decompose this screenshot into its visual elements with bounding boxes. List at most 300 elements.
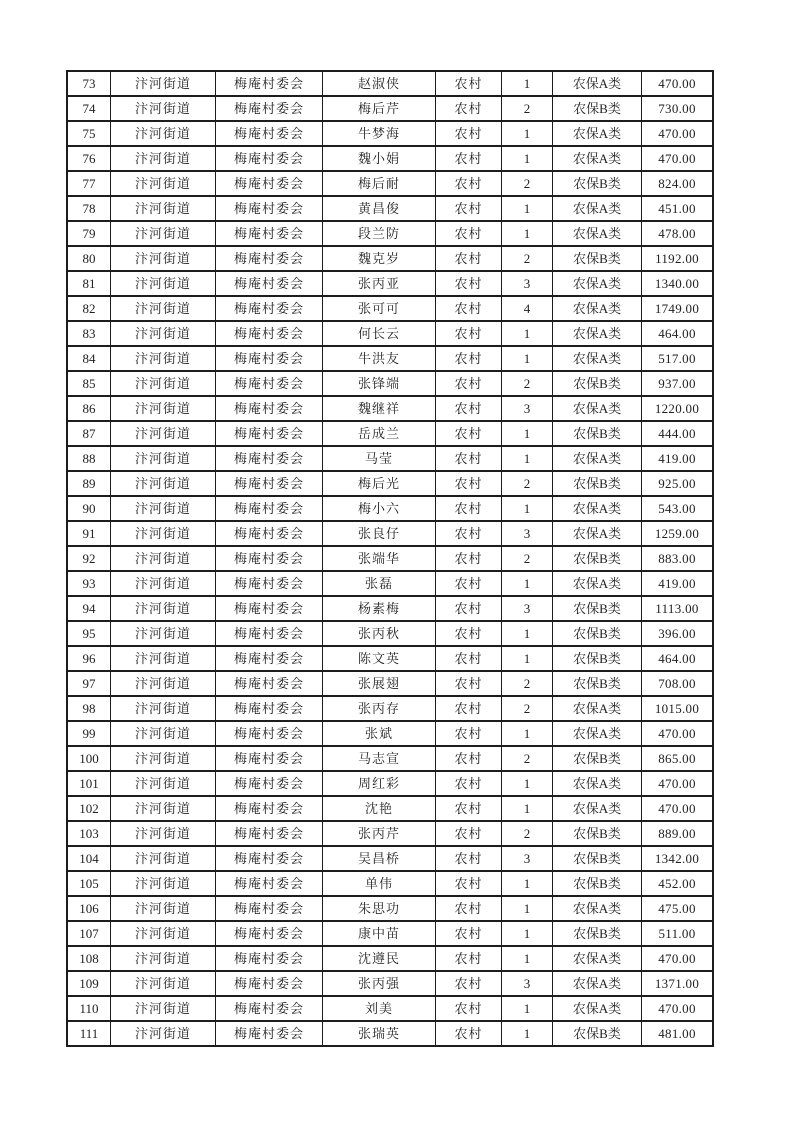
cell-row-number: 83 <box>67 321 111 346</box>
cell-street: 汴河街道 <box>111 646 216 671</box>
cell-person-name: 刘美 <box>323 996 436 1021</box>
cell-person-count: 1 <box>502 621 553 646</box>
cell-person-count: 1 <box>502 1021 553 1046</box>
cell-row-number: 94 <box>67 596 111 621</box>
cell-street: 汴河街道 <box>111 296 216 321</box>
cell-person-name: 张丙芹 <box>323 821 436 846</box>
cell-insurance-category: 农保A类 <box>553 496 642 521</box>
cell-row-number: 85 <box>67 371 111 396</box>
cell-row-number: 73 <box>67 71 111 96</box>
cell-insurance-category: 农保B类 <box>553 621 642 646</box>
cell-village-committee: 梅庵村委会 <box>216 121 323 146</box>
cell-amount: 511.00 <box>642 921 714 946</box>
cell-household-type: 农村 <box>436 471 502 496</box>
cell-row-number: 97 <box>67 671 111 696</box>
cell-insurance-category: 农保B类 <box>553 371 642 396</box>
cell-person-count: 1 <box>502 446 553 471</box>
cell-row-number: 86 <box>67 396 111 421</box>
cell-amount: 517.00 <box>642 346 714 371</box>
cell-person-name: 单伟 <box>323 871 436 896</box>
cell-household-type: 农村 <box>436 671 502 696</box>
cell-row-number: 89 <box>67 471 111 496</box>
cell-person-count: 1 <box>502 896 553 921</box>
cell-household-type: 农村 <box>436 521 502 546</box>
cell-person-count: 2 <box>502 696 553 721</box>
cell-household-type: 农村 <box>436 1021 502 1046</box>
cell-household-type: 农村 <box>436 121 502 146</box>
cell-street: 汴河街道 <box>111 71 216 96</box>
cell-street: 汴河街道 <box>111 946 216 971</box>
cell-person-count: 1 <box>502 196 553 221</box>
cell-insurance-category: 农保B类 <box>553 596 642 621</box>
cell-amount: 470.00 <box>642 946 714 971</box>
cell-insurance-category: 农保A类 <box>553 971 642 996</box>
table-row <box>67 471 713 496</box>
cell-person-count: 3 <box>502 596 553 621</box>
cell-household-type: 农村 <box>436 571 502 596</box>
cell-amount: 481.00 <box>642 1021 714 1046</box>
cell-village-committee: 梅庵村委会 <box>216 146 323 171</box>
cell-person-name: 张斌 <box>323 721 436 746</box>
cell-street: 汴河街道 <box>111 521 216 546</box>
cell-amount: 1749.00 <box>642 296 714 321</box>
cell-street: 汴河街道 <box>111 796 216 821</box>
cell-street: 汴河街道 <box>111 421 216 446</box>
cell-village-committee: 梅庵村委会 <box>216 896 323 921</box>
cell-street: 汴河街道 <box>111 121 216 146</box>
cell-row-number: 84 <box>67 346 111 371</box>
cell-street: 汴河街道 <box>111 371 216 396</box>
cell-person-count: 3 <box>502 971 553 996</box>
table-row <box>67 896 713 921</box>
cell-row-number: 98 <box>67 696 111 721</box>
cell-amount: 470.00 <box>642 796 714 821</box>
cell-person-count: 1 <box>502 421 553 446</box>
cell-village-committee: 梅庵村委会 <box>216 321 323 346</box>
cell-amount: 1015.00 <box>642 696 714 721</box>
table-body <box>67 71 713 1046</box>
table-row <box>67 771 713 796</box>
table-row <box>67 221 713 246</box>
cell-amount: 464.00 <box>642 321 714 346</box>
cell-person-count: 1 <box>502 646 553 671</box>
cell-household-type: 农村 <box>436 746 502 771</box>
cell-row-number: 105 <box>67 871 111 896</box>
cell-village-committee: 梅庵村委会 <box>216 521 323 546</box>
cell-row-number: 91 <box>67 521 111 546</box>
cell-street: 汴河街道 <box>111 321 216 346</box>
cell-row-number: 107 <box>67 921 111 946</box>
cell-street: 汴河街道 <box>111 896 216 921</box>
cell-street: 汴河街道 <box>111 571 216 596</box>
cell-village-committee: 梅庵村委会 <box>216 196 323 221</box>
cell-village-committee: 梅庵村委会 <box>216 246 323 271</box>
cell-village-committee: 梅庵村委会 <box>216 946 323 971</box>
cell-household-type: 农村 <box>436 621 502 646</box>
cell-village-committee: 梅庵村委会 <box>216 771 323 796</box>
cell-household-type: 农村 <box>436 871 502 896</box>
cell-street: 汴河街道 <box>111 446 216 471</box>
cell-row-number: 87 <box>67 421 111 446</box>
cell-household-type: 农村 <box>436 721 502 746</box>
cell-street: 汴河街道 <box>111 146 216 171</box>
table-row <box>67 871 713 896</box>
cell-person-name: 陈文英 <box>323 646 436 671</box>
cell-village-committee: 梅庵村委会 <box>216 971 323 996</box>
cell-village-committee: 梅庵村委会 <box>216 646 323 671</box>
cell-amount: 937.00 <box>642 371 714 396</box>
cell-row-number: 110 <box>67 996 111 1021</box>
cell-village-committee: 梅庵村委会 <box>216 596 323 621</box>
cell-street: 汴河街道 <box>111 821 216 846</box>
cell-person-name: 魏继祥 <box>323 396 436 421</box>
cell-household-type: 农村 <box>436 446 502 471</box>
table-row <box>67 121 713 146</box>
cell-person-count: 2 <box>502 96 553 121</box>
cell-insurance-category: 农保A类 <box>553 521 642 546</box>
cell-amount: 543.00 <box>642 496 714 521</box>
table-row <box>67 721 713 746</box>
cell-insurance-category: 农保B类 <box>553 646 642 671</box>
cell-amount: 1192.00 <box>642 246 714 271</box>
cell-village-committee: 梅庵村委会 <box>216 471 323 496</box>
cell-row-number: 99 <box>67 721 111 746</box>
cell-household-type: 农村 <box>436 546 502 571</box>
cell-street: 汴河街道 <box>111 1021 216 1046</box>
cell-person-count: 1 <box>502 721 553 746</box>
cell-amount: 1371.00 <box>642 971 714 996</box>
cell-insurance-category: 农保A类 <box>553 946 642 971</box>
cell-street: 汴河街道 <box>111 246 216 271</box>
cell-street: 汴河街道 <box>111 221 216 246</box>
cell-village-committee: 梅庵村委会 <box>216 271 323 296</box>
cell-person-count: 2 <box>502 546 553 571</box>
cell-person-count: 1 <box>502 221 553 246</box>
cell-village-committee: 梅庵村委会 <box>216 296 323 321</box>
cell-person-count: 1 <box>502 71 553 96</box>
cell-person-name: 马莹 <box>323 446 436 471</box>
cell-insurance-category: 农保A类 <box>553 721 642 746</box>
cell-street: 汴河街道 <box>111 171 216 196</box>
cell-household-type: 农村 <box>436 371 502 396</box>
cell-street: 汴河街道 <box>111 846 216 871</box>
table-row <box>67 996 713 1021</box>
cell-person-count: 3 <box>502 846 553 871</box>
cell-row-number: 88 <box>67 446 111 471</box>
cell-household-type: 农村 <box>436 771 502 796</box>
table-row <box>67 246 713 271</box>
cell-amount: 419.00 <box>642 571 714 596</box>
cell-person-count: 3 <box>502 271 553 296</box>
cell-insurance-category: 农保A类 <box>553 896 642 921</box>
cell-street: 汴河街道 <box>111 96 216 121</box>
cell-village-committee: 梅庵村委会 <box>216 871 323 896</box>
cell-village-committee: 梅庵村委会 <box>216 846 323 871</box>
cell-village-committee: 梅庵村委会 <box>216 221 323 246</box>
cell-amount: 883.00 <box>642 546 714 571</box>
cell-amount: 1340.00 <box>642 271 714 296</box>
cell-household-type: 农村 <box>436 146 502 171</box>
cell-household-type: 农村 <box>436 71 502 96</box>
cell-amount: 1342.00 <box>642 846 714 871</box>
cell-insurance-category: 农保A类 <box>553 196 642 221</box>
cell-street: 汴河街道 <box>111 721 216 746</box>
cell-person-name: 何长云 <box>323 321 436 346</box>
cell-person-name: 张端华 <box>323 546 436 571</box>
cell-village-committee: 梅庵村委会 <box>216 921 323 946</box>
cell-person-count: 2 <box>502 746 553 771</box>
cell-amount: 444.00 <box>642 421 714 446</box>
cell-person-name: 岳成兰 <box>323 421 436 446</box>
cell-amount: 478.00 <box>642 221 714 246</box>
cell-street: 汴河街道 <box>111 621 216 646</box>
cell-person-name: 张瑞英 <box>323 1021 436 1046</box>
cell-insurance-category: 农保A类 <box>553 446 642 471</box>
cell-person-count: 1 <box>502 496 553 521</box>
cell-person-count: 2 <box>502 171 553 196</box>
cell-person-name: 周红彩 <box>323 771 436 796</box>
table-row <box>67 271 713 296</box>
cell-person-name: 张丙亚 <box>323 271 436 296</box>
table-row <box>67 571 713 596</box>
table-row <box>67 521 713 546</box>
cell-row-number: 75 <box>67 121 111 146</box>
cell-person-name: 张磊 <box>323 571 436 596</box>
cell-street: 汴河街道 <box>111 771 216 796</box>
cell-village-committee: 梅庵村委会 <box>216 496 323 521</box>
cell-household-type: 农村 <box>436 271 502 296</box>
cell-row-number: 82 <box>67 296 111 321</box>
cell-insurance-category: 农保B类 <box>553 171 642 196</box>
table-row <box>67 621 713 646</box>
cell-person-count: 1 <box>502 921 553 946</box>
cell-amount: 865.00 <box>642 746 714 771</box>
cell-insurance-category: 农保B类 <box>553 96 642 121</box>
cell-household-type: 农村 <box>436 796 502 821</box>
cell-household-type: 农村 <box>436 896 502 921</box>
cell-village-committee: 梅庵村委会 <box>216 996 323 1021</box>
cell-insurance-category: 农保A类 <box>553 71 642 96</box>
cell-person-count: 3 <box>502 396 553 421</box>
cell-person-name: 魏克岁 <box>323 246 436 271</box>
cell-household-type: 农村 <box>436 396 502 421</box>
cell-village-committee: 梅庵村委会 <box>216 746 323 771</box>
cell-row-number: 111 <box>67 1021 111 1046</box>
cell-person-count: 2 <box>502 371 553 396</box>
cell-person-name: 张丙强 <box>323 971 436 996</box>
table-row <box>67 746 713 771</box>
table-row <box>67 796 713 821</box>
cell-village-committee: 梅庵村委会 <box>216 821 323 846</box>
cell-row-number: 90 <box>67 496 111 521</box>
cell-household-type: 农村 <box>436 821 502 846</box>
table-row <box>67 396 713 421</box>
cell-household-type: 农村 <box>436 96 502 121</box>
cell-person-name: 牛梦海 <box>323 121 436 146</box>
table-row <box>67 96 713 121</box>
cell-person-count: 2 <box>502 671 553 696</box>
cell-person-name: 康中苗 <box>323 921 436 946</box>
cell-household-type: 农村 <box>436 696 502 721</box>
cell-insurance-category: 农保B类 <box>553 821 642 846</box>
cell-household-type: 农村 <box>436 296 502 321</box>
cell-row-number: 108 <box>67 946 111 971</box>
cell-insurance-category: 农保A类 <box>553 146 642 171</box>
cell-household-type: 农村 <box>436 171 502 196</box>
table-row <box>67 946 713 971</box>
cell-person-name: 杨素梅 <box>323 596 436 621</box>
table-row <box>67 346 713 371</box>
table-row <box>67 1021 713 1046</box>
cell-street: 汴河街道 <box>111 346 216 371</box>
cell-insurance-category: 农保B类 <box>553 546 642 571</box>
cell-row-number: 109 <box>67 971 111 996</box>
table-row <box>67 296 713 321</box>
table-row <box>67 546 713 571</box>
cell-household-type: 农村 <box>436 221 502 246</box>
cell-person-name: 段兰防 <box>323 221 436 246</box>
cell-insurance-category: 农保A类 <box>553 121 642 146</box>
cell-household-type: 农村 <box>436 996 502 1021</box>
cell-person-count: 1 <box>502 796 553 821</box>
cell-amount: 925.00 <box>642 471 714 496</box>
cell-row-number: 76 <box>67 146 111 171</box>
cell-street: 汴河街道 <box>111 271 216 296</box>
cell-row-number: 81 <box>67 271 111 296</box>
cell-amount: 475.00 <box>642 896 714 921</box>
table-row <box>67 921 713 946</box>
cell-person-count: 1 <box>502 871 553 896</box>
cell-person-name: 沈遵民 <box>323 946 436 971</box>
cell-person-count: 1 <box>502 146 553 171</box>
cell-row-number: 104 <box>67 846 111 871</box>
cell-person-count: 1 <box>502 321 553 346</box>
cell-amount: 730.00 <box>642 96 714 121</box>
cell-street: 汴河街道 <box>111 496 216 521</box>
table-row <box>67 671 713 696</box>
cell-person-name: 魏小娟 <box>323 146 436 171</box>
table-row <box>67 821 713 846</box>
cell-household-type: 农村 <box>436 846 502 871</box>
cell-household-type: 农村 <box>436 321 502 346</box>
cell-amount: 470.00 <box>642 771 714 796</box>
cell-insurance-category: 农保A类 <box>553 771 642 796</box>
cell-insurance-category: 农保B类 <box>553 846 642 871</box>
cell-village-committee: 梅庵村委会 <box>216 96 323 121</box>
table-row <box>67 646 713 671</box>
cell-village-committee: 梅庵村委会 <box>216 671 323 696</box>
cell-person-count: 1 <box>502 946 553 971</box>
cell-street: 汴河街道 <box>111 546 216 571</box>
table-row <box>67 846 713 871</box>
cell-row-number: 100 <box>67 746 111 771</box>
cell-village-committee: 梅庵村委会 <box>216 421 323 446</box>
cell-insurance-category: 农保B类 <box>553 471 642 496</box>
cell-insurance-category: 农保A类 <box>553 221 642 246</box>
cell-person-count: 1 <box>502 771 553 796</box>
cell-insurance-category: 农保B类 <box>553 746 642 771</box>
cell-street: 汴河街道 <box>111 596 216 621</box>
table-row <box>67 321 713 346</box>
cell-household-type: 农村 <box>436 646 502 671</box>
cell-person-name: 张丙存 <box>323 696 436 721</box>
cell-person-name: 牛洪友 <box>323 346 436 371</box>
cell-village-committee: 梅庵村委会 <box>216 446 323 471</box>
cell-row-number: 102 <box>67 796 111 821</box>
cell-row-number: 95 <box>67 621 111 646</box>
cell-person-count: 2 <box>502 821 553 846</box>
cell-person-name: 张可可 <box>323 296 436 321</box>
cell-insurance-category: 农保B类 <box>553 1021 642 1046</box>
cell-row-number: 79 <box>67 221 111 246</box>
cell-village-committee: 梅庵村委会 <box>216 721 323 746</box>
cell-village-committee: 梅庵村委会 <box>216 546 323 571</box>
cell-household-type: 农村 <box>436 196 502 221</box>
table-row <box>67 971 713 996</box>
table-row <box>67 421 713 446</box>
cell-insurance-category: 农保A类 <box>553 296 642 321</box>
cell-insurance-category: 农保A类 <box>553 571 642 596</box>
cell-person-name: 张锋端 <box>323 371 436 396</box>
cell-row-number: 74 <box>67 96 111 121</box>
cell-person-count: 2 <box>502 471 553 496</box>
cell-amount: 452.00 <box>642 871 714 896</box>
table-row <box>67 371 713 396</box>
cell-household-type: 农村 <box>436 946 502 971</box>
cell-village-committee: 梅庵村委会 <box>216 1021 323 1046</box>
cell-amount: 470.00 <box>642 721 714 746</box>
cell-insurance-category: 农保A类 <box>553 796 642 821</box>
cell-insurance-category: 农保A类 <box>553 396 642 421</box>
cell-row-number: 101 <box>67 771 111 796</box>
cell-insurance-category: 农保A类 <box>553 696 642 721</box>
cell-amount: 470.00 <box>642 146 714 171</box>
cell-person-count: 4 <box>502 296 553 321</box>
cell-street: 汴河街道 <box>111 921 216 946</box>
cell-person-count: 2 <box>502 246 553 271</box>
cell-street: 汴河街道 <box>111 396 216 421</box>
cell-village-committee: 梅庵村委会 <box>216 171 323 196</box>
cell-person-name: 沈艳 <box>323 796 436 821</box>
table-row <box>67 696 713 721</box>
cell-street: 汴河街道 <box>111 971 216 996</box>
cell-household-type: 农村 <box>436 971 502 996</box>
cell-row-number: 77 <box>67 171 111 196</box>
cell-household-type: 农村 <box>436 496 502 521</box>
table-row <box>67 596 713 621</box>
cell-household-type: 农村 <box>436 921 502 946</box>
cell-household-type: 农村 <box>436 421 502 446</box>
cell-person-name: 梅小六 <box>323 496 436 521</box>
cell-insurance-category: 农保A类 <box>553 346 642 371</box>
table-row <box>67 446 713 471</box>
table-row <box>67 71 713 96</box>
cell-row-number: 80 <box>67 246 111 271</box>
cell-insurance-category: 农保A类 <box>553 321 642 346</box>
cell-street: 汴河街道 <box>111 746 216 771</box>
cell-street: 汴河街道 <box>111 196 216 221</box>
cell-person-name: 梅后耐 <box>323 171 436 196</box>
cell-person-name: 赵淑侠 <box>323 71 436 96</box>
cell-street: 汴河街道 <box>111 696 216 721</box>
cell-household-type: 农村 <box>436 346 502 371</box>
cell-person-count: 3 <box>502 521 553 546</box>
cell-row-number: 93 <box>67 571 111 596</box>
cell-amount: 470.00 <box>642 71 714 96</box>
cell-village-committee: 梅庵村委会 <box>216 796 323 821</box>
cell-person-name: 马志宣 <box>323 746 436 771</box>
cell-person-name: 张展翅 <box>323 671 436 696</box>
